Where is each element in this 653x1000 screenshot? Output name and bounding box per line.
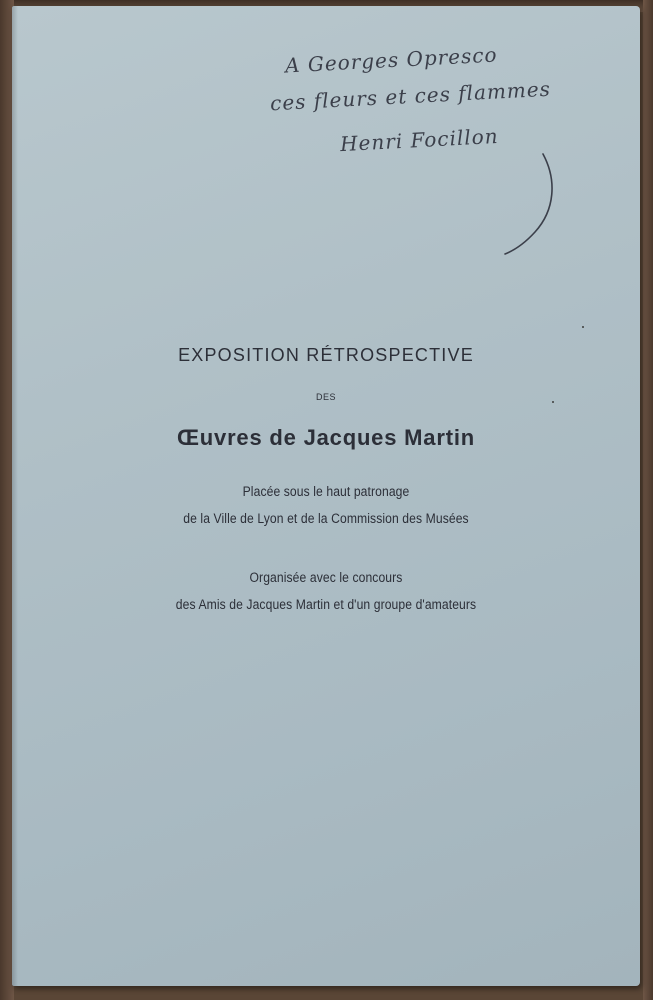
concours-line-1: Organisée avec le concours xyxy=(249,570,403,585)
cover-title: Œuvres de Jacques Martin xyxy=(177,425,475,450)
cover-connector: DES xyxy=(315,392,336,402)
table-surface-right xyxy=(643,0,653,1000)
cover-heading: EXPOSITION RÉTROSPECTIVE xyxy=(178,345,474,365)
patronage-line-1: Placée sous le haut patronage xyxy=(242,484,410,499)
concours-line-2: des Amis de Jacques Martin et d'un groupe d'amateurs xyxy=(175,597,477,612)
paper-speck xyxy=(582,326,584,328)
signature-flourish xyxy=(495,150,565,260)
inscription-signature: Henri Focillon xyxy=(339,123,500,157)
patronage-line-2: de la Ville de Lyon et de la Commission des Musées xyxy=(183,511,469,526)
inscription-dedication: A Georges Opresco xyxy=(284,42,499,78)
inscription-phrase: ces fleurs et ces flammes xyxy=(269,76,552,116)
